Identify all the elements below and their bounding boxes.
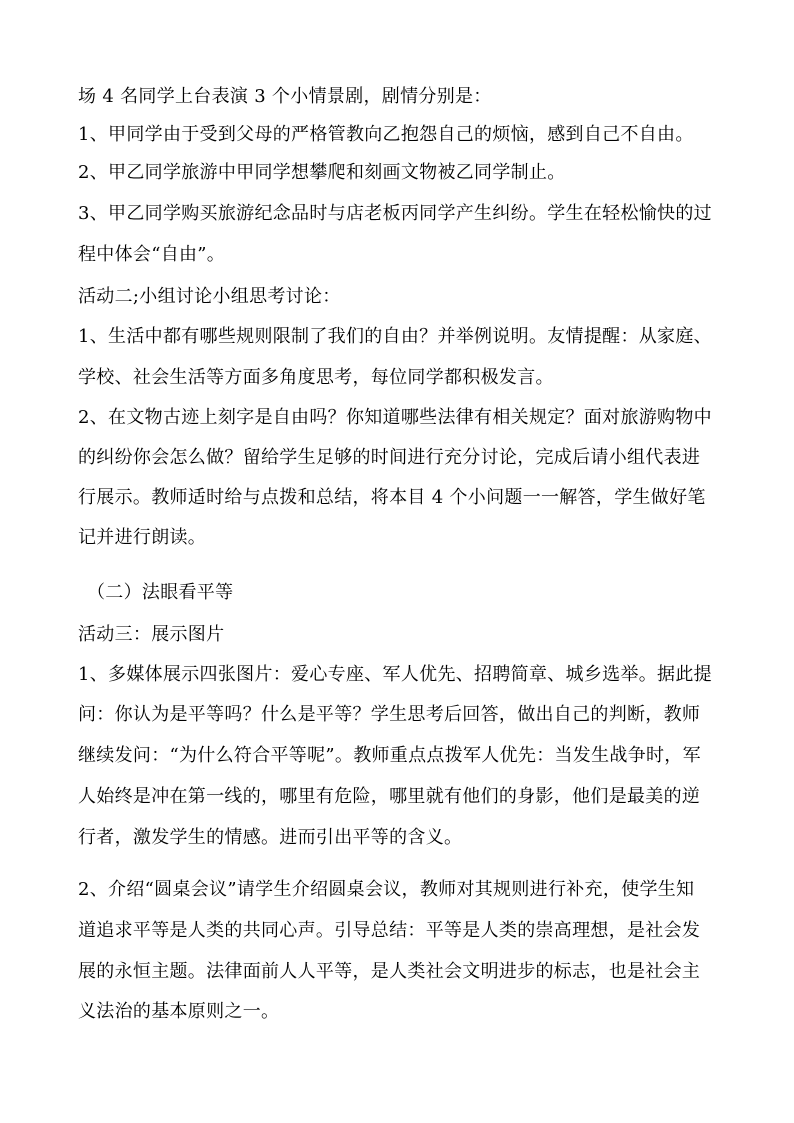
text-line: 1、生活中都有哪些规则限制了我们的自由？并举例说明。友情提醒：从家庭、: [78, 326, 712, 347]
text-line: 问：你认为是平等吗？什么是平等？学生思考后回答，做出自己的判断，教师: [78, 704, 701, 725]
text-line: 3、甲乙同学购买旅游纪念品时与店老板丙同学产生纠纷。学生在轻松愉快的过: [78, 203, 712, 224]
text-line: 学校、社会生活等方面多角度思考，每位同学都积极发言。: [78, 367, 554, 388]
text-line: 行展示。教师适时给与点拨和总结，将本目 4 个小问题一一解答，学生做好笔: [78, 487, 706, 508]
section-heading: 活动二;小组讨论小组思考讨论：: [78, 286, 341, 307]
text-line: 人始终是冲在第一线的，哪里有危险，哪里就有他们的身影，他们是最美的逆: [78, 786, 701, 807]
text-line: 道追求平等是人类的共同心声。引导总结：平等是人类的崇高理想，是社会发: [78, 920, 701, 941]
text-line: 继续发问：“为什么符合平等呢”。教师重点点拨军人优先：当发生战争时，军: [78, 745, 701, 766]
text-line: 行者，激发学生的情感。进而引出平等的含义。: [78, 827, 463, 848]
text-line: 2、在文物古迹上刻字是自由吗？你知道哪些法律有相关规定？面对旅游购物中: [78, 407, 712, 428]
text-line: 程中体会“自由”。: [78, 244, 226, 265]
text-line: 义法治的基本原则之一。: [78, 1001, 280, 1022]
text-line: 1、多媒体展示四张图片：爱心专座、军人优先、招聘简章、城乡选举。据此提: [78, 664, 712, 685]
text-line: 场 4 名同学上台表演 3 个小情景剧，剧情分别是：: [78, 86, 492, 107]
text-line: 2、介绍“圆桌会议”请学生介绍圆桌会议，教师对其规则进行补充，使学生知: [78, 879, 695, 900]
text-line: 1、甲同学由于受到父母的严格管教向乙抱怨自己的烦恼，感到自己不自由。: [78, 124, 694, 145]
text-line: 2、甲乙同学旅游中甲同学想攀爬和刻画文物被乙同学制止。: [78, 162, 566, 183]
section-heading: （二）法眼看平等: [87, 582, 234, 603]
text-line: 展的永恒主题。法律面前人人平等，是人类社会文明进步的标志，也是社会主: [78, 961, 701, 982]
text-line: 的纠纷你会怎么做？留给学生足够的时间进行充分讨论，完成后请小组代表进: [78, 447, 701, 468]
text-line: 记并进行朗读。: [78, 527, 207, 548]
section-heading: 活动三：展示图片: [78, 624, 225, 645]
